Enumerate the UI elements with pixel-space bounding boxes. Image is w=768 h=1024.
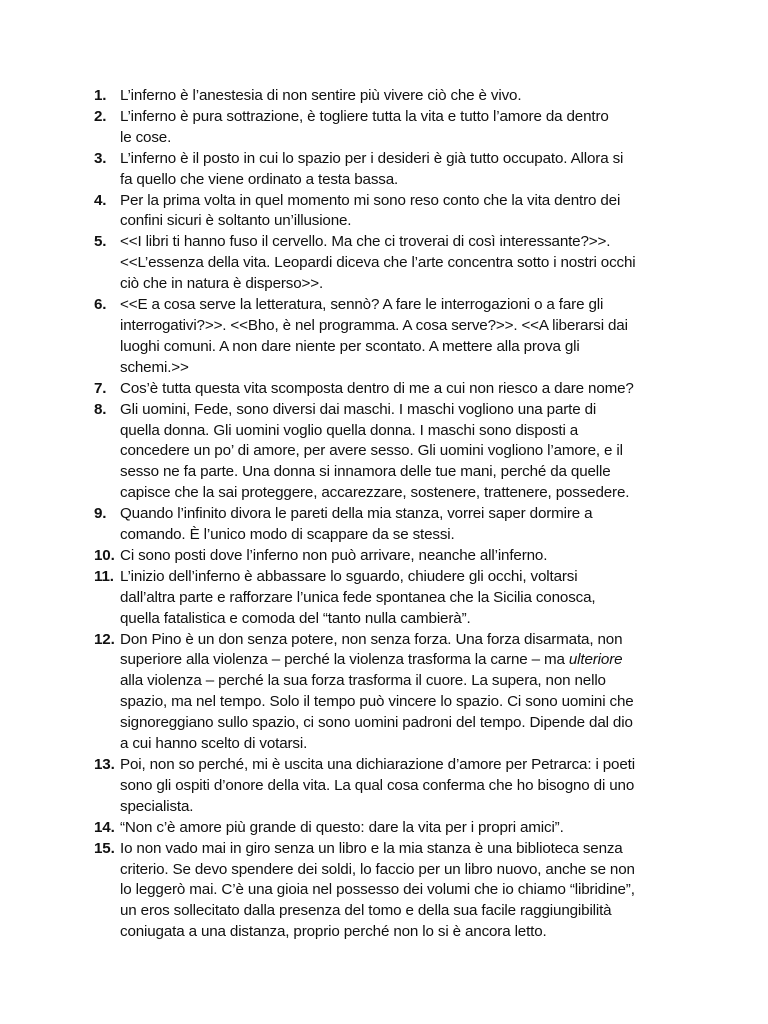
item-number: 11. <box>94 567 114 585</box>
text-line: L’inferno è pura sottrazione, è togliere tutta la vita e tutto l’amore da dentro <box>120 107 609 125</box>
text-line: dall’altra parte e rafforzare l’unica fede spontanea che la Sicilia conosca, <box>120 588 596 606</box>
text-line: sesso ne fa parte. Una donna si innamora delle tue mani, perché da quelle <box>120 463 611 481</box>
list-item <box>94 149 694 191</box>
list-item <box>94 400 694 505</box>
text-line: signoreggiano sullo spazio, ci sono uomini padroni del tempo. Dipende dal dio <box>120 714 633 732</box>
list-item <box>94 567 694 630</box>
list-item <box>94 295 694 379</box>
list-item <box>94 379 694 400</box>
list-item <box>94 504 694 546</box>
item-text <box>120 400 694 505</box>
text-line: le cose. <box>120 128 172 146</box>
text-line: fa quello che viene ordinato a testa bassa. <box>120 170 399 188</box>
item-text <box>120 232 694 295</box>
list-item <box>94 630 694 755</box>
text-line: criterio. Se devo spendere dei soldi, lo faccio per un libro nuovo, anche se non <box>120 860 635 878</box>
list-item <box>94 232 694 295</box>
text-line: L’inferno è l’anestesia di non sentire più vivere ciò che è vivo. <box>120 87 522 104</box>
text-line: Gli uomini, Fede, sono diversi dai maschi. I maschi vogliono una parte di <box>120 400 597 418</box>
text-line: <<L’essenza della vita. Leopardi diceva che l’arte concentra sotto i nostri occhi <box>120 254 636 272</box>
text-line: specialista. <box>120 797 194 815</box>
item-number: 8. <box>94 400 107 418</box>
text-line: quella donna. Gli uomini voglio quella donna. I maschi sono disposti a <box>120 421 579 439</box>
text-line: alla violenza – perché la sua forza trasforma il cuore. La supera, non nello <box>120 672 606 690</box>
item-number: 2. <box>94 107 107 125</box>
item-text <box>120 546 694 567</box>
text-line: L’inferno è il posto in cui lo spazio per i desideri è già tutto occupato. Allora si <box>120 149 624 167</box>
text-line: schemi.>> <box>120 358 189 376</box>
text-line: quella fatalistica e comoda del “tanto nulla cambierà”. <box>120 609 471 627</box>
item-number: 14. <box>94 818 115 836</box>
item-text <box>120 839 694 944</box>
item-number: 5. <box>94 233 107 251</box>
text-line: lo leggerò mai. C’è una gioia nel possesso dei volumi che io chiamo “libridine”, <box>120 881 635 899</box>
list-item <box>94 546 694 567</box>
text-line: Per la prima volta in quel momento mi sono reso conto che la vita dentro dei <box>120 191 621 209</box>
text-line: Poi, non so perché, mi è uscita una dichiarazione d’amore per Petrarca: i poeti <box>120 756 635 773</box>
item-number: 9. <box>94 505 107 523</box>
item-text <box>120 86 694 107</box>
item-text <box>120 107 694 149</box>
text-line: <<E a cosa serve la letteratura, sennò? A fare le interrogazioni o a fare gli <box>120 296 604 314</box>
text-line: un eros sollecitato dalla presenza del tomo e della sua facile raggiungibilità <box>120 902 612 920</box>
text-line: ciò che in natura è disperso>>. <box>120 275 324 293</box>
text-line: “Non c’è amore più grande di questo: dare la vita per i propri amici”. <box>120 818 564 836</box>
numbered-quote-list <box>94 86 694 943</box>
text-line: <<I libri ti hanno fuso il cervello. Ma che ci troverai di così interessante?>>. <box>120 233 611 251</box>
text-line: capisce che la sai proteggere, accarezzare, sostenere, trattenere, possedere. <box>120 484 630 502</box>
text-line: Io non vado mai in giro senza un libro e la mia stanza è una biblioteca senza <box>120 839 623 857</box>
text-line: confini sicuri è soltanto un’illusione. <box>120 212 352 230</box>
item-text <box>120 567 694 630</box>
item-text <box>120 379 694 400</box>
text-line: Cos’è tutta questa vita scomposta dentro di me a cui non riesco a dare nome? <box>120 379 634 397</box>
text-line: coniugata a una distanza, proprio perché non lo si è ancora letto. <box>120 923 547 941</box>
item-text <box>120 295 694 379</box>
text-line <box>120 650 694 671</box>
text-line: L’inizio dell’inferno è abbassare lo sguardo, chiudere gli occhi, voltarsi <box>120 567 578 585</box>
item-number: 3. <box>94 149 107 167</box>
list-item <box>94 107 694 149</box>
item-text <box>120 149 694 191</box>
text-line: comando. È l’unico modo di scappare da se stessi. <box>120 526 455 544</box>
item-number: 7. <box>94 379 107 397</box>
item-text <box>120 755 694 818</box>
item-number: 6. <box>94 296 107 314</box>
item-number: 1. <box>94 87 107 104</box>
item-number: 10. <box>94 546 115 564</box>
list-item <box>94 86 694 107</box>
item-text <box>120 630 694 755</box>
emphasized-word: ulteriore <box>568 651 623 669</box>
text-line: Don Pino è un don senza potere, non senza forza. Una forza disarmata, non <box>120 630 623 648</box>
item-number: 4. <box>94 191 107 209</box>
item-text <box>120 504 694 546</box>
text-line: concedere un po’ di amore, per avere sesso. Gli uomini vogliono l’amore, e il <box>120 442 623 460</box>
list-item <box>94 755 694 818</box>
text-line: Ci sono posti dove l’inferno non può arrivare, neanche all’inferno. <box>120 546 548 564</box>
text-line: a cui hanno scelto di votarsi. <box>120 735 308 753</box>
item-number: 13. <box>94 756 115 773</box>
item-text <box>120 191 694 233</box>
text-line-start: superiore alla violenza – perché la violenza trasforma la carne – ma <box>120 651 569 669</box>
list-item <box>94 818 694 839</box>
item-number: 12. <box>94 630 115 648</box>
item-text <box>120 818 694 839</box>
item-number: 15. <box>94 839 115 857</box>
text-line: Quando l’infinito divora le pareti della mia stanza, vorrei saper dormire a <box>120 505 593 523</box>
text-line: spazio, ma nel tempo. Solo il tempo può vincere lo spazio. Ci sono uomini che <box>120 693 634 711</box>
list-item <box>94 191 694 233</box>
text-line: sono gli ospiti d’onore della vita. La qual cosa conferma che ho bisogno di uno <box>120 776 635 794</box>
text-line: luoghi comuni. A non dare niente per scontato. A mettere alla prova gli <box>120 337 580 355</box>
list-item <box>94 839 694 944</box>
text-line: interrogativi?>>. <<Bho, è nel programma. A cosa serve?>>. <<A liberarsi dai <box>120 316 628 334</box>
